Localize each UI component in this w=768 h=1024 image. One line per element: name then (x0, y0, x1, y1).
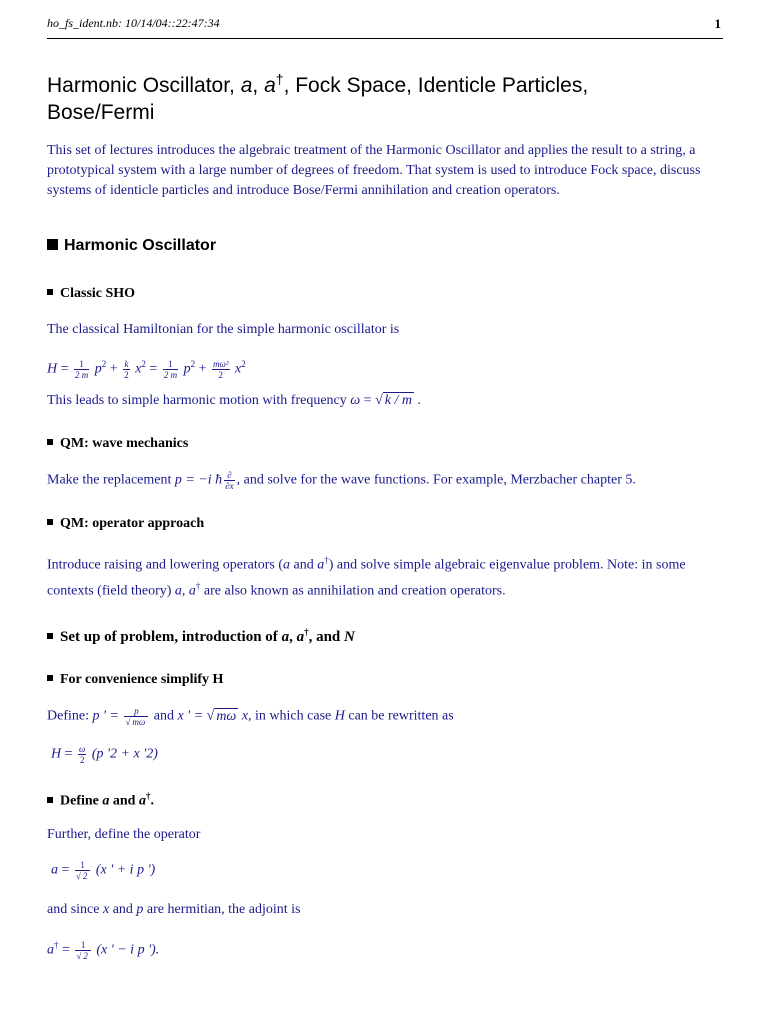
square-bullet-icon (47, 797, 53, 803)
file-info: ho_fs_ident.nb: 10/14/04::22:47:34 (47, 16, 220, 30)
simplified-hamiltonian: H = $\frac{\omega}{2}$ (p '2 + x '2) (51, 744, 158, 765)
cell-bracket-icon (47, 239, 58, 250)
subsection-setup: Set up of problem, introduction of a, a†, and N (47, 627, 355, 646)
page-header (47, 16, 723, 39)
adjoint-equation: a† = $\frac{1}{√ 2}$ (x ' − i p '). (47, 939, 160, 961)
subsection-define-a: Define a and a†. (47, 791, 154, 810)
subsection-wave-mechanics: QM: wave mechanics (47, 436, 188, 452)
further-text: Further, define the operator (47, 827, 201, 842)
motion-text: This leads to simple harmonic motion with frequency ω = √ k / m . (47, 393, 421, 408)
document-title: Harmonic Oscillator, a, a†, Fock Space, Identicle Particles, Bose/Fermi (47, 71, 589, 124)
subsection-operator-approach: QM: operator approach (47, 516, 204, 532)
subsection-simplify: For convenience simplify H (47, 672, 223, 688)
operator-text: Introduce raising and lowering operators (a and a†) and solve simple algebraic eigenvalue problem. Note: in some contexts (field theory) a, a† are also known as annihilation and creation operators. (47, 555, 686, 599)
square-bullet-icon (47, 439, 53, 445)
square-bullet-icon (47, 519, 53, 525)
square-bullet-icon (47, 289, 53, 295)
simplify-define: Define: p ' = $\frac{p}{√ m\omega}$ and x ' = √ mω x, in which case H can be rewritten as (47, 706, 454, 727)
square-bullet-icon (47, 633, 53, 639)
section-heading: Harmonic Oscillator (47, 237, 216, 255)
wave-text: Make the replacement p = −i ħ $\frac{\partial}{\partial x}$ , and solve for the wave functions. For example, Merzbacher chapter 5. (47, 470, 636, 491)
hamiltonian-equation: H = $\frac{1}{2 m}$ $p^2$ + $\frac{k}{2}$ $x^2$ = $\frac{1}{2 m}$ $p^2$ + $\frac{\text{mω²}}{2}$ $x^2$ (47, 358, 246, 380)
classic-text: The classical Hamiltonian for the simple harmonic oscillator is (47, 322, 400, 337)
a-definition-equation: a = $\frac{1}{√ 2}$ (x ' + i p ') (51, 860, 156, 881)
intro-paragraph: This set of lectures introduces the algebraic treatment of the Harmonic Oscillator and applies the result to a string, a prototypical system with a large number of degrees of freedom. That system is used to introduce Fock space, discuss systems of identicle particles and introduce Bose/Fermi annihilation and creation operators. (47, 143, 701, 198)
adjoint-text: and since x and p are hermitian, the adjoint is (47, 902, 301, 917)
square-bullet-icon (47, 675, 53, 681)
subsection-classic-sho: Classic SHO (47, 286, 135, 302)
page-number: 1 (714, 16, 721, 31)
